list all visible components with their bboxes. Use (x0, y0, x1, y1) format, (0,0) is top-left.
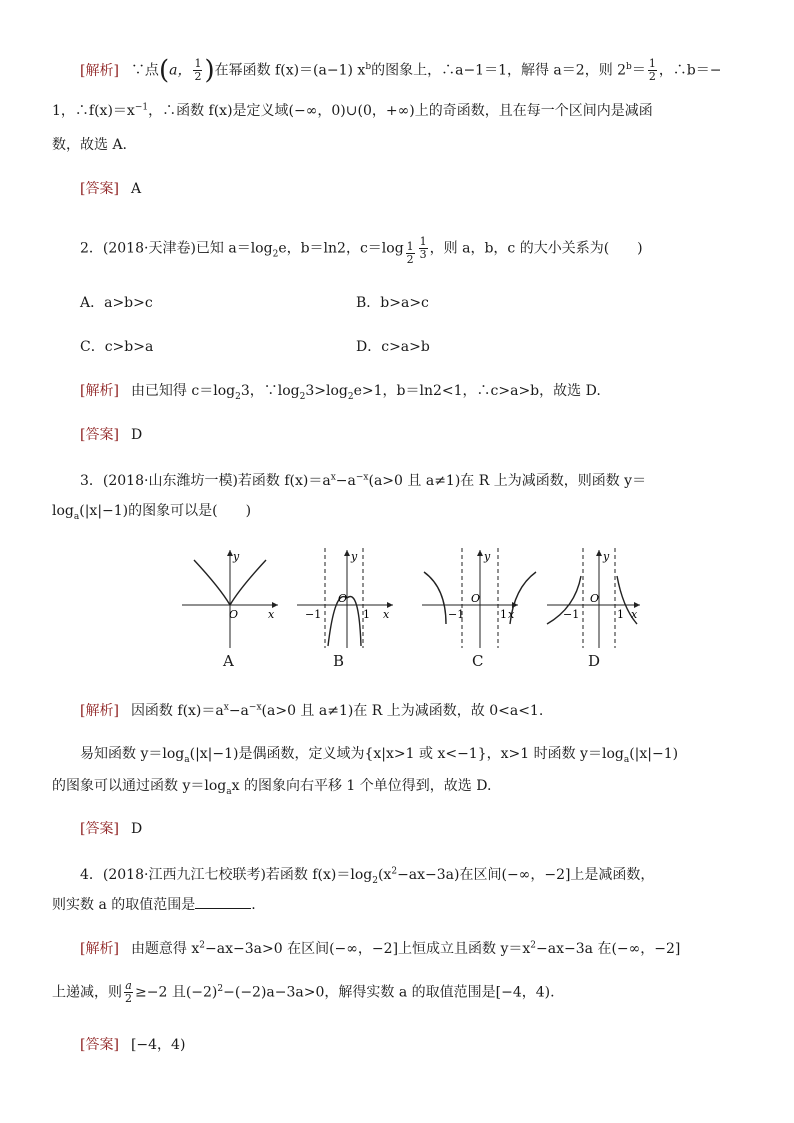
question-4-stem-2: 则实数 a 的取值范围是 . (52, 894, 752, 916)
answer-1: [答案] A (80, 181, 142, 197)
answer-blank[interactable] (195, 894, 251, 909)
graph-c-x-label: x (508, 608, 515, 621)
graph-c-y-label: y (484, 550, 491, 563)
graph-d-origin: O (590, 592, 600, 605)
graph-d-y-label: y (603, 550, 610, 563)
graph-d-tick-pos: 1 (617, 608, 624, 621)
graph-d-tick-neg: −1 (563, 608, 580, 621)
graph-c (422, 548, 536, 648)
analysis-1-line-2: 1，$\therefore f(x)=x^{-1}$，∴函数 f(x)是定义域(−∞，0)∪(0，+∞)上的奇函数，且在每一个区间内是减函 (52, 102, 653, 119)
graph-b-x-label: x (383, 608, 390, 621)
graph-c-origin: O (471, 592, 481, 605)
graph-b (297, 548, 393, 648)
question-2-stem: 2．(2018·天津卷)已知 $a=\log_2e$，b＝ln2，c＝log $\frac{1}{2}$ $\frac{1}{3}$ ，则 a，b，c 的大小关系为( ) (80, 235, 643, 266)
analysis-4-line-2: 上递减，则 $\frac{a}{2}$ ≥−2 且$(-2)^2-(-2)a-3a>0$，解得实数 a 的取值范围是[−4，4). (52, 979, 555, 1005)
graph-c-tick-pos: 1 (500, 608, 507, 621)
graph-c-tick-neg: −1 (448, 608, 465, 621)
graph-label-a: A (223, 652, 234, 670)
fraction-half: $\frac{1}{2}$ (194, 57, 202, 83)
option-2-d: D．c>a>b (356, 339, 430, 355)
graph-d (547, 548, 640, 648)
graph-label-c: C (472, 652, 484, 670)
analysis-2: [解析] 由已知得 $c=\log_23$，$\because\log_23>\log_2e>1$，b＝ln2<1，∴c>a>b，故选 D. (80, 383, 601, 402)
graph-b-origin: O (338, 592, 348, 605)
analysis-1-line-3: 数，故选 A. (52, 137, 128, 153)
graph-label-d: D (588, 652, 601, 670)
graph-options (180, 548, 640, 670)
log-base-fraction: $\frac{1}{2}$ (406, 239, 414, 266)
log-arg-fraction: $\frac{1}{3}$ (419, 235, 427, 261)
fraction-a-over-2: $\frac{a}{2}$ (125, 979, 132, 1005)
graph-b-tick-pos: 1 (363, 608, 370, 621)
question-3-stem-2: $\log_a(|x|-1)$的图象可以是( ) (52, 503, 252, 522)
graph-b-tick-neg: −1 (305, 608, 322, 621)
analysis-3-para-2-line-1: 易知函数 $y=\log_a(|x|-1)$是偶函数，定义域为{x|x>1 或 x<−1}，x>1 时函数 $y=\log_a(|x|-1)$ (80, 746, 679, 765)
graph-a-x-label: x (268, 608, 275, 621)
analysis-tag: [解析] (80, 62, 119, 79)
option-2-b: B．b>a>c (356, 295, 429, 311)
graph-d-x-label: x (631, 608, 638, 621)
answer-4: [答案] [−4，4) (80, 1037, 186, 1053)
answer-2: [答案] D (80, 427, 143, 443)
graph-a-y-label: y (233, 550, 240, 563)
option-2-c: C．c>b>a (80, 339, 154, 355)
answer-3: [答案] D (80, 821, 143, 837)
analysis-1-line-1: [解析] ∵点(a， $\frac{1}{2}$ )在幂函数 f(x)＝(a−1) $x^b$的图象上，∴a−1＝1，解得 a＝2，则 $2^b=$ $\frac{1}{2}$ ，∴b＝− (80, 55, 722, 86)
analysis-4-line-1: [解析] 由题意得 $x^2-ax-3a>0$ 在区间(−∞，−2]上恒成立且函数 $y=x^2-ax-3a$ 在(−∞，−2] (80, 940, 681, 957)
fraction-half-2: $\frac{1}{2}$ (648, 57, 656, 83)
graph-a-origin: O (229, 608, 239, 621)
graph-b-y-label: y (351, 550, 358, 563)
analysis-3-para-2-line-2: 的图象可以通过函数 $y=\log_ax$ 的图象向右平移 1 个单位得到，故选 D. (52, 778, 492, 797)
question-4-stem-1: 4．(2018·江西九江七校联考)若函数 $f(x)=\log_2(x^2-ax-3a)$在区间(−∞，−2]上是减函数， (80, 866, 655, 886)
graph-label-b: B (333, 652, 345, 670)
analysis-3: [解析] 因函数 $f(x)=a^x-a^{-x}(a>0$ 且 a≠1)在 R 上为减函数，故 0<a<1. (80, 702, 544, 719)
graph-a (182, 550, 278, 648)
question-3-stem-1: 3．(2018·山东潍坊一模)若函数 $f(x)=a^x-a^{-x}(a>0$ 且 a≠1)在 R 上为减函数，则函数 y＝ (80, 472, 647, 489)
option-2-a: A．a>b>c (80, 295, 153, 311)
